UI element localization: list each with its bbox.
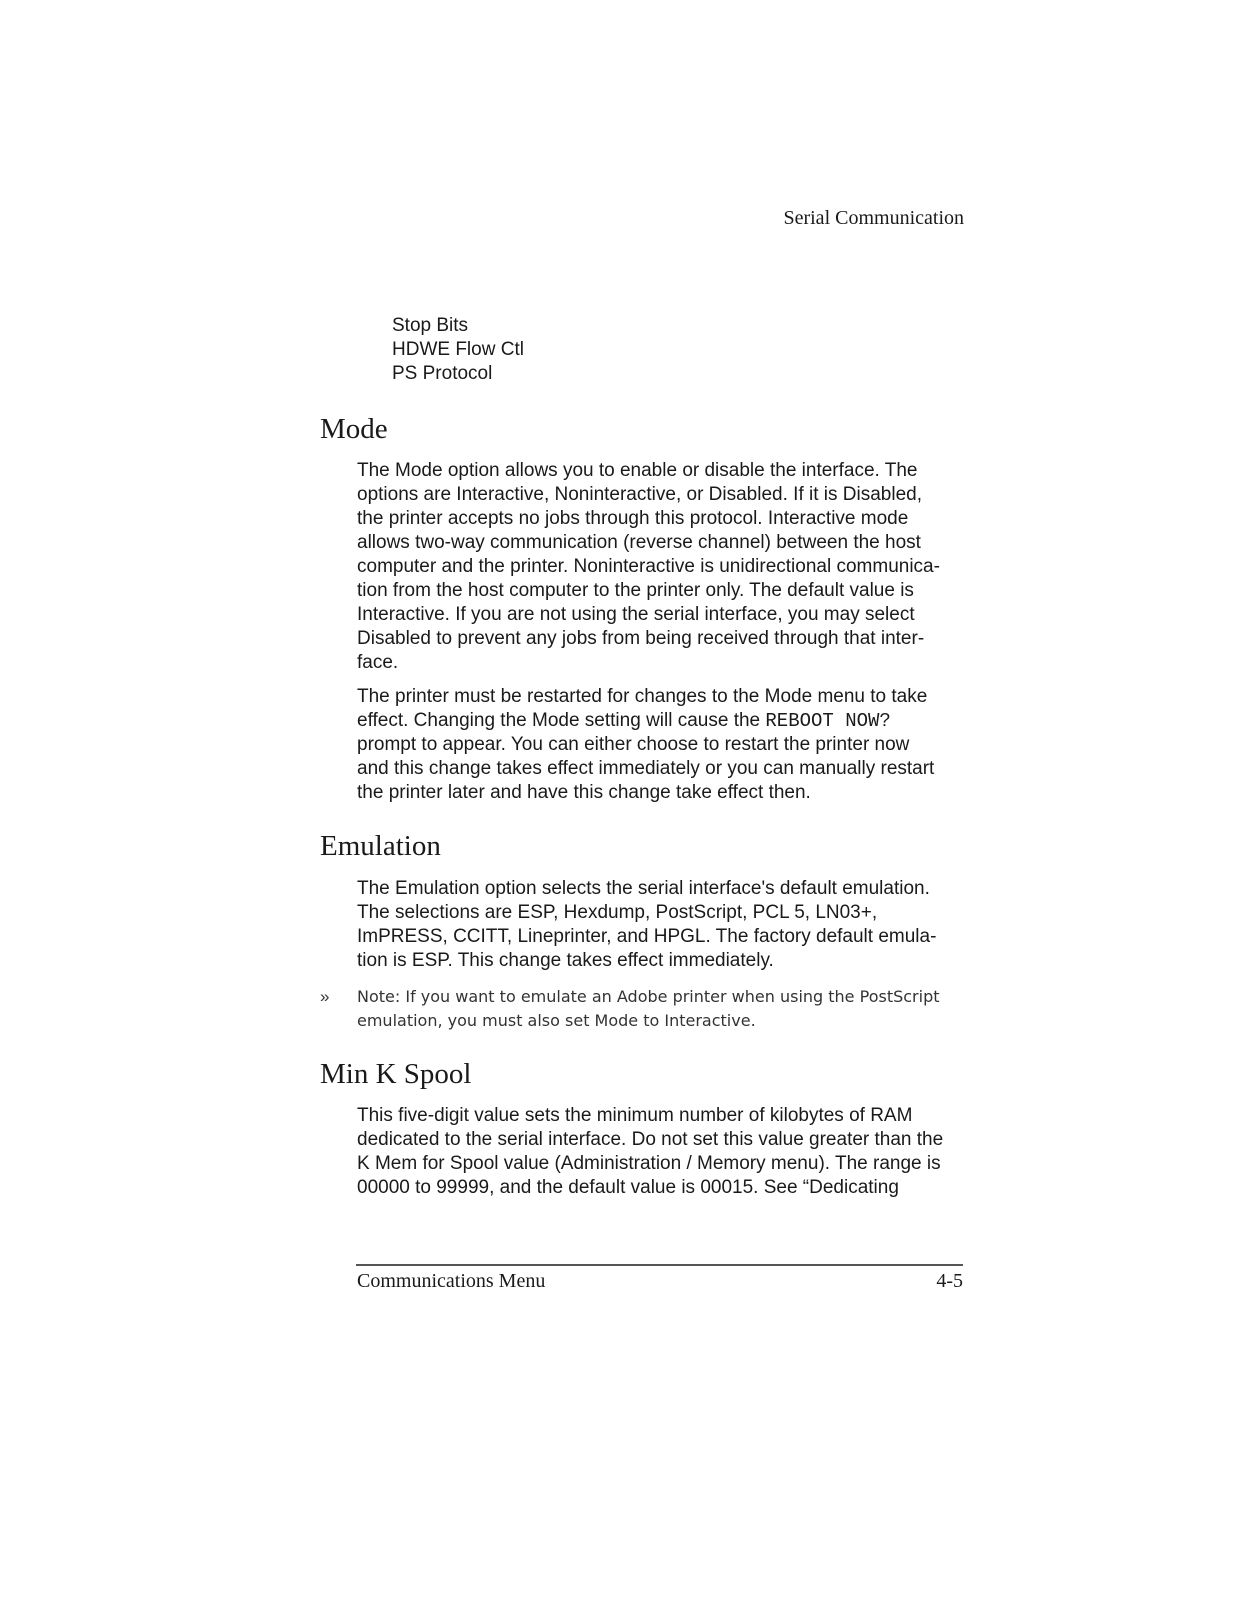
- footer-rule: [356, 1264, 963, 1266]
- text-line: The Mode option allows you to enable or disable the interface. The: [357, 460, 918, 481]
- text-line: and this change takes effect immediately or you can manually restart: [357, 758, 935, 779]
- text-line: This five-digit value sets the minimum number of kilobytes of RAM: [357, 1105, 913, 1126]
- text-line: The printer must be restarted for changes to the Mode menu to take: [357, 686, 928, 707]
- text-line: Interactive. If you are not using the serial interface, you may select: [357, 604, 915, 625]
- emulation-paragraph: [357, 877, 967, 973]
- mode-paragraph-2: [357, 685, 967, 805]
- heading-emulation: Emulation: [320, 830, 441, 862]
- mode-paragraph-1: [357, 459, 967, 675]
- text-line: tion from the host computer to the printer only. The default value is: [357, 580, 914, 601]
- text-line: [357, 709, 967, 733]
- menu-item: PS Protocol: [392, 363, 493, 384]
- text-line: options are Interactive, Noninteractive, or Disabled. If it is Disabled,: [357, 484, 922, 505]
- note-marker-icon: »: [320, 987, 330, 1006]
- text-fragment: effect. Changing the Mode setting will cause the: [357, 710, 766, 731]
- text-line: the printer later and have this change take effect then.: [357, 782, 811, 803]
- heading-mode: Mode: [320, 413, 388, 445]
- text-line: prompt to appear. You can either choose to restart the printer now: [357, 734, 910, 755]
- menu-item: HDWE Flow Ctl: [392, 339, 524, 360]
- text-line: computer and the printer. Noninteractive is unidirectional communica-: [357, 556, 940, 577]
- menu-item: Stop Bits: [392, 315, 469, 336]
- text-line: ImPRESS, CCITT, Lineprinter, and HPGL. The factory default emula-: [357, 926, 937, 947]
- text-line: 00000 to 99999, and the default value is 00015. See “Dedicating: [357, 1177, 899, 1198]
- reboot-prompt-code: REBOOT NOW?: [765, 710, 891, 732]
- text-line: the printer accepts no jobs through this protocol. Interactive mode: [357, 508, 909, 529]
- text-line: The Emulation option selects the serial interface's default emulation.: [357, 878, 930, 899]
- text-line: face.: [357, 652, 399, 673]
- footer-section-title: Communications Menu: [357, 1270, 546, 1292]
- text-line: dedicated to the serial interface. Do not set this value greater than the: [357, 1129, 944, 1150]
- text-line: K Mem for Spool value (Administration / Memory menu). The range is: [357, 1153, 941, 1174]
- heading-min-k-spool: Min K Spool: [320, 1058, 472, 1090]
- note: [357, 985, 977, 1033]
- note-line: emulation, you must also set Mode to Interactive.: [357, 1011, 756, 1030]
- running-head: Serial Communication: [783, 207, 964, 229]
- note-line: Note: If you want to emulate an Adobe printer when using the PostScript: [357, 987, 940, 1006]
- page-number: 4-5: [936, 1270, 963, 1292]
- menu-item-list: [392, 314, 524, 386]
- text-line: Disabled to prevent any jobs from being received through that inter-: [357, 628, 925, 649]
- text-line: allows two-way communication (reverse channel) between the host: [357, 532, 921, 553]
- text-line: The selections are ESP, Hexdump, PostScript, PCL 5, LN03+,: [357, 902, 878, 923]
- text-line: tion is ESP. This change takes effect immediately.: [357, 950, 774, 971]
- min-k-spool-paragraph: [357, 1104, 967, 1200]
